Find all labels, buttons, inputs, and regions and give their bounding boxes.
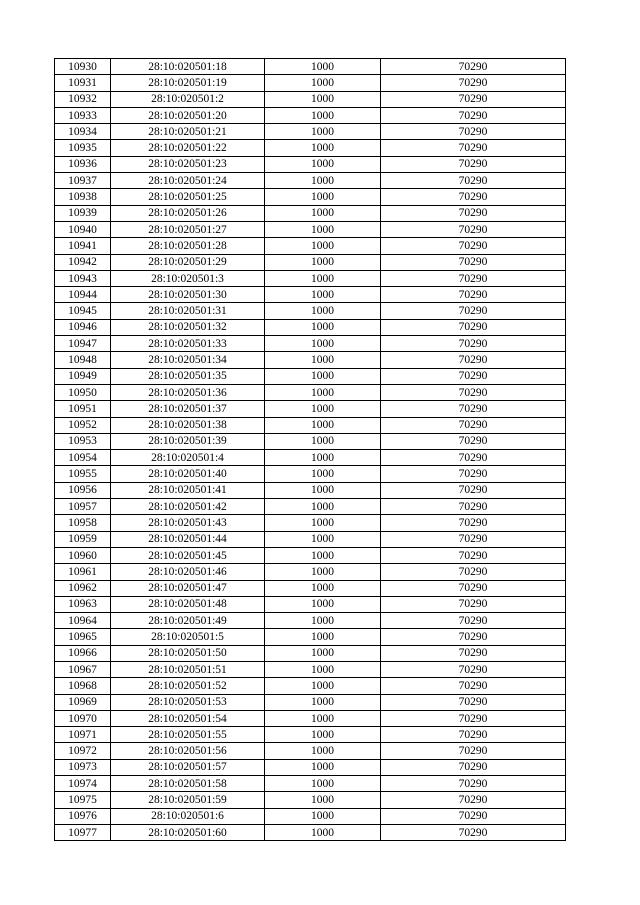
table-row — [55, 564, 566, 580]
value-cell: 70290 — [381, 254, 566, 270]
row-number-cell: 10965 — [55, 629, 111, 645]
table-row — [55, 727, 566, 743]
cadastral-number-cell: 28:10:020501:22 — [111, 140, 265, 156]
value-cell: 70290 — [381, 173, 566, 189]
row-number-cell: 10944 — [55, 287, 111, 303]
cadastral-number-cell: 28:10:020501:23 — [111, 156, 265, 172]
row-number-cell: 10932 — [55, 91, 111, 107]
table-row — [55, 743, 566, 759]
area-cell: 1000 — [265, 303, 381, 319]
area-cell: 1000 — [265, 238, 381, 254]
value-cell: 70290 — [381, 824, 566, 840]
table-row — [55, 221, 566, 237]
value-cell: 70290 — [381, 368, 566, 384]
table-row — [55, 401, 566, 417]
value-cell: 70290 — [381, 645, 566, 661]
cadastral-number-cell: 28:10:020501:52 — [111, 678, 265, 694]
table-row — [55, 759, 566, 775]
cadastral-number-cell: 28:10:020501:6 — [111, 808, 265, 824]
value-cell: 70290 — [381, 596, 566, 612]
row-number-cell: 10977 — [55, 824, 111, 840]
value-cell: 70290 — [381, 91, 566, 107]
cadastral-number-cell: 28:10:020501:43 — [111, 515, 265, 531]
cadastral-number-cell: 28:10:020501:47 — [111, 580, 265, 596]
table-row — [55, 792, 566, 808]
row-number-cell: 10930 — [55, 59, 111, 75]
value-cell: 70290 — [381, 743, 566, 759]
table-row — [55, 124, 566, 140]
table-row — [55, 482, 566, 498]
area-cell: 1000 — [265, 450, 381, 466]
row-number-cell: 10962 — [55, 580, 111, 596]
table-row — [55, 303, 566, 319]
table-row — [55, 629, 566, 645]
row-number-cell: 10975 — [55, 792, 111, 808]
area-cell: 1000 — [265, 482, 381, 498]
area-cell: 1000 — [265, 824, 381, 840]
cadastral-number-cell: 28:10:020501:48 — [111, 596, 265, 612]
table-row — [55, 287, 566, 303]
cadastral-number-cell: 28:10:020501:3 — [111, 270, 265, 286]
row-number-cell: 10941 — [55, 238, 111, 254]
value-cell: 70290 — [381, 580, 566, 596]
row-number-cell: 10976 — [55, 808, 111, 824]
value-cell: 70290 — [381, 59, 566, 75]
value-cell: 70290 — [381, 401, 566, 417]
cadastral-number-cell: 28:10:020501:25 — [111, 189, 265, 205]
row-number-cell: 10974 — [55, 776, 111, 792]
row-number-cell: 10950 — [55, 384, 111, 400]
table-row — [55, 531, 566, 547]
cadastral-number-cell: 28:10:020501:42 — [111, 499, 265, 515]
area-cell: 1000 — [265, 629, 381, 645]
cadastral-number-cell: 28:10:020501:5 — [111, 629, 265, 645]
area-cell: 1000 — [265, 466, 381, 482]
area-cell: 1000 — [265, 710, 381, 726]
value-cell: 70290 — [381, 221, 566, 237]
value-cell: 70290 — [381, 287, 566, 303]
row-number-cell: 10948 — [55, 352, 111, 368]
table-row — [55, 678, 566, 694]
value-cell: 70290 — [381, 710, 566, 726]
cadastral-number-cell: 28:10:020501:4 — [111, 450, 265, 466]
row-number-cell: 10938 — [55, 189, 111, 205]
area-cell: 1000 — [265, 254, 381, 270]
value-cell: 70290 — [381, 482, 566, 498]
cadastral-number-cell: 28:10:020501:55 — [111, 727, 265, 743]
cadastral-number-cell: 28:10:020501:20 — [111, 107, 265, 123]
area-cell: 1000 — [265, 531, 381, 547]
cadastral-number-cell: 28:10:020501:37 — [111, 401, 265, 417]
row-number-cell: 10942 — [55, 254, 111, 270]
value-cell: 70290 — [381, 205, 566, 221]
table-row — [55, 613, 566, 629]
table-body — [55, 59, 566, 841]
row-number-cell: 10935 — [55, 140, 111, 156]
table-row — [55, 75, 566, 91]
value-cell: 70290 — [381, 759, 566, 775]
value-cell: 70290 — [381, 776, 566, 792]
cadastral-number-cell: 28:10:020501:51 — [111, 661, 265, 677]
area-cell: 1000 — [265, 270, 381, 286]
table-row — [55, 254, 566, 270]
area-cell: 1000 — [265, 140, 381, 156]
area-cell: 1000 — [265, 694, 381, 710]
value-cell: 70290 — [381, 678, 566, 694]
area-cell: 1000 — [265, 91, 381, 107]
value-cell: 70290 — [381, 303, 566, 319]
area-cell: 1000 — [265, 580, 381, 596]
area-cell: 1000 — [265, 221, 381, 237]
area-cell: 1000 — [265, 173, 381, 189]
row-number-cell: 10970 — [55, 710, 111, 726]
area-cell: 1000 — [265, 189, 381, 205]
row-number-cell: 10957 — [55, 499, 111, 515]
table-row — [55, 710, 566, 726]
table-row — [55, 91, 566, 107]
value-cell: 70290 — [381, 694, 566, 710]
value-cell: 70290 — [381, 189, 566, 205]
cadastral-number-cell: 28:10:020501:29 — [111, 254, 265, 270]
table-row — [55, 661, 566, 677]
data-table — [54, 58, 566, 841]
table-row — [55, 189, 566, 205]
table-row — [55, 499, 566, 515]
value-cell: 70290 — [381, 336, 566, 352]
cadastral-number-cell: 28:10:020501:35 — [111, 368, 265, 384]
area-cell: 1000 — [265, 678, 381, 694]
cadastral-number-cell: 28:10:020501:34 — [111, 352, 265, 368]
value-cell: 70290 — [381, 124, 566, 140]
cadastral-number-cell: 28:10:020501:40 — [111, 466, 265, 482]
table-row — [55, 515, 566, 531]
row-number-cell: 10961 — [55, 564, 111, 580]
row-number-cell: 10958 — [55, 515, 111, 531]
value-cell: 70290 — [381, 547, 566, 563]
value-cell: 70290 — [381, 727, 566, 743]
row-number-cell: 10951 — [55, 401, 111, 417]
table-row — [55, 173, 566, 189]
area-cell: 1000 — [265, 596, 381, 612]
row-number-cell: 10952 — [55, 417, 111, 433]
value-cell: 70290 — [381, 564, 566, 580]
area-cell: 1000 — [265, 368, 381, 384]
row-number-cell: 10937 — [55, 173, 111, 189]
table-row — [55, 694, 566, 710]
cadastral-number-cell: 28:10:020501:36 — [111, 384, 265, 400]
value-cell: 70290 — [381, 384, 566, 400]
table-row — [55, 450, 566, 466]
cadastral-number-cell: 28:10:020501:28 — [111, 238, 265, 254]
area-cell: 1000 — [265, 743, 381, 759]
value-cell: 70290 — [381, 270, 566, 286]
area-cell: 1000 — [265, 401, 381, 417]
area-cell: 1000 — [265, 727, 381, 743]
table-row — [55, 140, 566, 156]
table-row — [55, 808, 566, 824]
table-row — [55, 645, 566, 661]
cadastral-number-cell: 28:10:020501:2 — [111, 91, 265, 107]
area-cell: 1000 — [265, 515, 381, 531]
cadastral-number-cell: 28:10:020501:60 — [111, 824, 265, 840]
area-cell: 1000 — [265, 336, 381, 352]
cadastral-number-cell: 28:10:020501:31 — [111, 303, 265, 319]
area-cell: 1000 — [265, 645, 381, 661]
row-number-cell: 10943 — [55, 270, 111, 286]
cadastral-number-cell: 28:10:020501:54 — [111, 710, 265, 726]
area-cell: 1000 — [265, 59, 381, 75]
row-number-cell: 10931 — [55, 75, 111, 91]
cadastral-number-cell: 28:10:020501:18 — [111, 59, 265, 75]
row-number-cell: 10945 — [55, 303, 111, 319]
cadastral-number-cell: 28:10:020501:59 — [111, 792, 265, 808]
area-cell: 1000 — [265, 287, 381, 303]
table-row — [55, 336, 566, 352]
row-number-cell: 10973 — [55, 759, 111, 775]
value-cell: 70290 — [381, 613, 566, 629]
table-row — [55, 466, 566, 482]
cadastral-number-cell: 28:10:020501:21 — [111, 124, 265, 140]
table-row — [55, 205, 566, 221]
value-cell: 70290 — [381, 352, 566, 368]
value-cell: 70290 — [381, 808, 566, 824]
cadastral-number-cell: 28:10:020501:41 — [111, 482, 265, 498]
area-cell: 1000 — [265, 107, 381, 123]
row-number-cell: 10968 — [55, 678, 111, 694]
cadastral-number-cell: 28:10:020501:53 — [111, 694, 265, 710]
table-row — [55, 107, 566, 123]
row-number-cell: 10934 — [55, 124, 111, 140]
area-cell: 1000 — [265, 417, 381, 433]
row-number-cell: 10936 — [55, 156, 111, 172]
cadastral-number-cell: 28:10:020501:32 — [111, 319, 265, 335]
row-number-cell: 10964 — [55, 613, 111, 629]
table-row — [55, 238, 566, 254]
value-cell: 70290 — [381, 499, 566, 515]
cadastral-number-cell: 28:10:020501:49 — [111, 613, 265, 629]
table-row — [55, 384, 566, 400]
row-number-cell: 10960 — [55, 547, 111, 563]
value-cell: 70290 — [381, 238, 566, 254]
area-cell: 1000 — [265, 547, 381, 563]
row-number-cell: 10940 — [55, 221, 111, 237]
cadastral-number-cell: 28:10:020501:56 — [111, 743, 265, 759]
area-cell: 1000 — [265, 776, 381, 792]
row-number-cell: 10967 — [55, 661, 111, 677]
value-cell: 70290 — [381, 466, 566, 482]
table-row — [55, 270, 566, 286]
value-cell: 70290 — [381, 417, 566, 433]
row-number-cell: 10972 — [55, 743, 111, 759]
table-row — [55, 59, 566, 75]
value-cell: 70290 — [381, 792, 566, 808]
cadastral-number-cell: 28:10:020501:39 — [111, 433, 265, 449]
value-cell: 70290 — [381, 319, 566, 335]
table-row — [55, 547, 566, 563]
value-cell: 70290 — [381, 107, 566, 123]
value-cell: 70290 — [381, 515, 566, 531]
area-cell: 1000 — [265, 384, 381, 400]
table-row — [55, 156, 566, 172]
row-number-cell: 10953 — [55, 433, 111, 449]
cadastral-number-cell: 28:10:020501:38 — [111, 417, 265, 433]
value-cell: 70290 — [381, 140, 566, 156]
area-cell: 1000 — [265, 319, 381, 335]
row-number-cell: 10947 — [55, 336, 111, 352]
value-cell: 70290 — [381, 433, 566, 449]
row-number-cell: 10966 — [55, 645, 111, 661]
cadastral-number-cell: 28:10:020501:30 — [111, 287, 265, 303]
row-number-cell: 10955 — [55, 466, 111, 482]
area-cell: 1000 — [265, 499, 381, 515]
cadastral-number-cell: 28:10:020501:50 — [111, 645, 265, 661]
row-number-cell: 10956 — [55, 482, 111, 498]
value-cell: 70290 — [381, 629, 566, 645]
cadastral-number-cell: 28:10:020501:57 — [111, 759, 265, 775]
cadastral-number-cell: 28:10:020501:44 — [111, 531, 265, 547]
row-number-cell: 10949 — [55, 368, 111, 384]
cadastral-number-cell: 28:10:020501:26 — [111, 205, 265, 221]
area-cell: 1000 — [265, 792, 381, 808]
table-row — [55, 433, 566, 449]
table-row — [55, 352, 566, 368]
value-cell: 70290 — [381, 75, 566, 91]
area-cell: 1000 — [265, 661, 381, 677]
row-number-cell: 10939 — [55, 205, 111, 221]
area-cell: 1000 — [265, 759, 381, 775]
area-cell: 1000 — [265, 75, 381, 91]
cadastral-number-cell: 28:10:020501:27 — [111, 221, 265, 237]
cadastral-number-cell: 28:10:020501:24 — [111, 173, 265, 189]
area-cell: 1000 — [265, 433, 381, 449]
cadastral-number-cell: 28:10:020501:33 — [111, 336, 265, 352]
area-cell: 1000 — [265, 808, 381, 824]
table-row — [55, 824, 566, 840]
value-cell: 70290 — [381, 156, 566, 172]
area-cell: 1000 — [265, 613, 381, 629]
table-row — [55, 368, 566, 384]
table-row — [55, 319, 566, 335]
table-row — [55, 776, 566, 792]
table-row — [55, 596, 566, 612]
row-number-cell: 10933 — [55, 107, 111, 123]
value-cell: 70290 — [381, 661, 566, 677]
area-cell: 1000 — [265, 205, 381, 221]
value-cell: 70290 — [381, 531, 566, 547]
cadastral-number-cell: 28:10:020501:46 — [111, 564, 265, 580]
area-cell: 1000 — [265, 352, 381, 368]
row-number-cell: 10971 — [55, 727, 111, 743]
row-number-cell: 10963 — [55, 596, 111, 612]
row-number-cell: 10959 — [55, 531, 111, 547]
table-row — [55, 417, 566, 433]
row-number-cell: 10946 — [55, 319, 111, 335]
row-number-cell: 10954 — [55, 450, 111, 466]
area-cell: 1000 — [265, 124, 381, 140]
area-cell: 1000 — [265, 564, 381, 580]
area-cell: 1000 — [265, 156, 381, 172]
table-row — [55, 580, 566, 596]
cadastral-number-cell: 28:10:020501:19 — [111, 75, 265, 91]
row-number-cell: 10969 — [55, 694, 111, 710]
cadastral-number-cell: 28:10:020501:45 — [111, 547, 265, 563]
value-cell: 70290 — [381, 450, 566, 466]
cadastral-number-cell: 28:10:020501:58 — [111, 776, 265, 792]
